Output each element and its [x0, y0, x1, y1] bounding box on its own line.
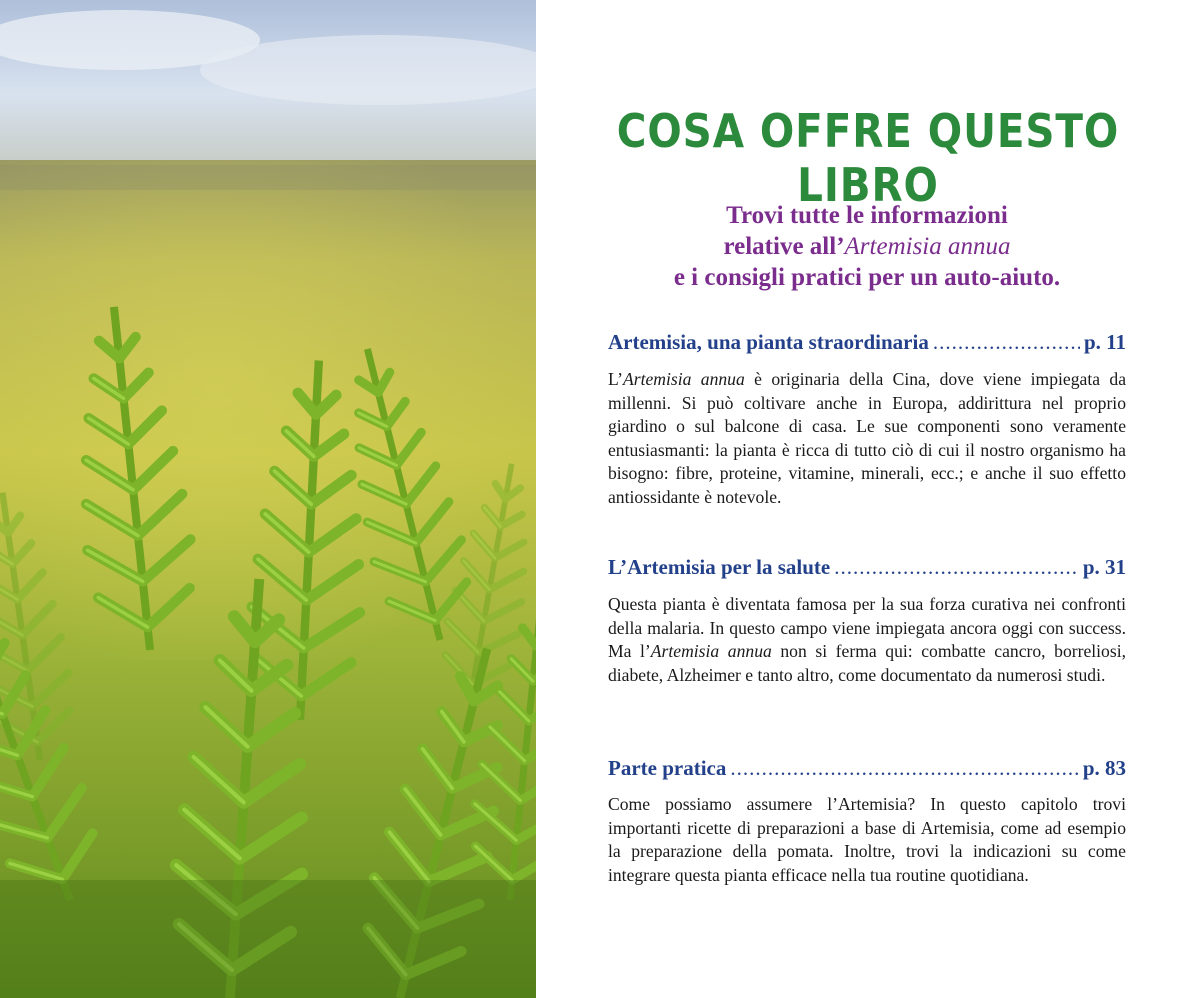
page-heading: COSA OFFRE QUESTO LIBRO: [616, 104, 1120, 212]
section-description-3: [608, 793, 1126, 887]
page-subtitle: [586, 200, 1148, 293]
book-page: [536, 0, 1200, 998]
toc-leader-dots: [834, 555, 1079, 580]
subtitle-line-2: [586, 231, 1148, 262]
description-italic: Artemisia annua: [623, 369, 745, 389]
section-description-1: [608, 368, 1126, 509]
toc-entry-page: p. 11: [1083, 330, 1126, 354]
toc-entry-title: Parte pratica: [608, 756, 727, 780]
toc-leader-dots: [933, 330, 1080, 355]
subtitle-line-2-italic: Artemisia annua: [844, 233, 1011, 260]
toc-entry-title: L’Artemisia per la salute: [608, 555, 831, 579]
description-text: è originaria della Cina, dove viene impiegata da millenni. Si può coltivare anche in Europa, addirittura nel proprio giardino o sul balcone di casa. Le sue componenti sono veramente entusiasmanti: la pianta è ricca di tutto ciò di cui il nostro organismo ha bisogno: fibre, proteine, vitamine, minerali, ecc.; e anche il suo effetto antiossidante è notevole.: [608, 369, 1126, 507]
subtitle-line-1: Trovi tutte le informazioni: [726, 202, 1008, 229]
toc-entry-title: Artemisia, una pianta straordinaria: [608, 330, 929, 354]
description-text: Questa pianta è diventata famosa per la sua forza curativa nei confronti della malaria. In questo campo viene impiegata ancora oggi con success. Ma l’: [608, 594, 1126, 661]
toc-leader-dots: [730, 756, 1078, 781]
toc-entry-3[interactable]: [608, 756, 1126, 781]
description-italic: Artemisia annua: [650, 641, 772, 661]
subtitle-line-3: e i consigli pratici per un auto-aiuto.: [673, 264, 1061, 291]
subtitle-line-2-prefix: relative all’: [723, 233, 845, 260]
description-text: L’: [608, 369, 623, 389]
description-text: non si ferma qui: combatte cancro, borreliosi, diabete, Alzheimer e tanto altro, come documentato da numerosi studi.: [608, 641, 1126, 685]
artemisia-plant-photo: [0, 0, 536, 998]
toc-entry-2[interactable]: [608, 555, 1126, 580]
toc-entry-page: p. 31: [1082, 555, 1126, 579]
toc-entry-1[interactable]: [608, 330, 1126, 355]
toc-entry-page: p. 83: [1082, 756, 1126, 780]
description-text: Come possiamo assumere l’Artemisia? In questo capitolo trovi importanti ricette di preparazioni a base di Artemisia, come ad esempio la preparazione della pomata. Inoltre, trovi la indicazioni su come integrare questa pianta efficace nella tua routine quotidiana.: [608, 794, 1126, 885]
section-description-2: [608, 593, 1126, 687]
